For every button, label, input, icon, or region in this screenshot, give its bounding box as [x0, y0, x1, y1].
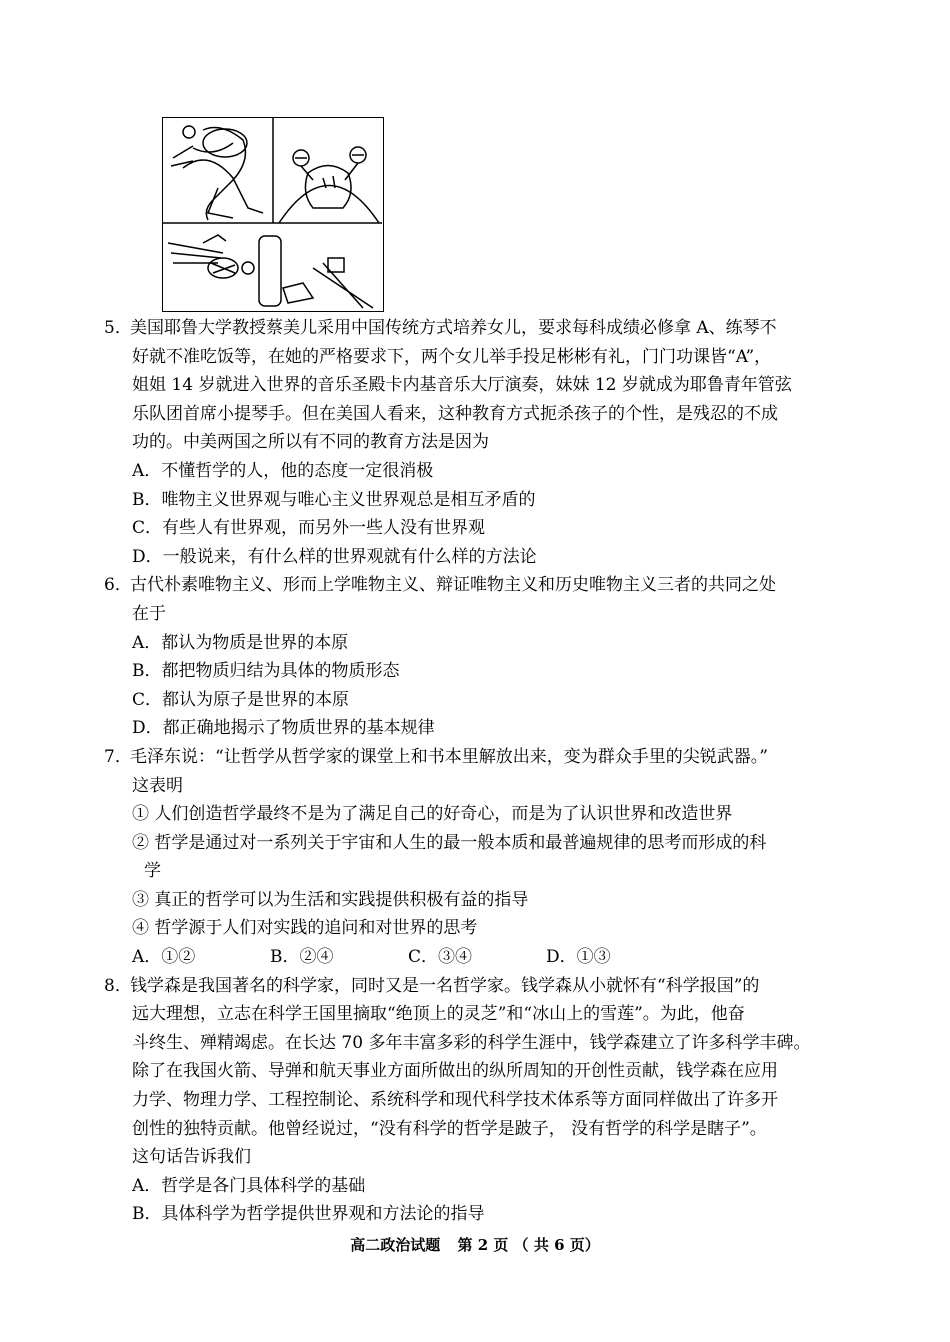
option-d: D．都正确地揭示了物质世界的基本规律: [132, 718, 435, 739]
question-8-line: 除了在我国火箭、导弹和航天事业方面所做出的纵所周知的开创性贡献，钱学森在应用: [132, 1061, 778, 1082]
question-5-line: 好就不准吃饭等，在她的严格要求下，两个女儿举手投足彬彬有礼，门门功课皆“A”，: [132, 346, 772, 367]
options-row: [104, 943, 874, 972]
option-c: C．都认为原子是世界的本原: [132, 689, 350, 710]
option-b: B．②④: [270, 947, 334, 968]
question-number: 6．: [104, 575, 132, 596]
question-text: 美国耶鲁大学教授蔡美儿采用中国传统方式培养女儿，要求每科成绩必修拿 A、练琴不: [130, 318, 777, 338]
question-6-line: [104, 571, 874, 600]
question-8-line: 远大理想，立志在科学王国里摘取“绝顶上的灵芝”和“冰山上的雪莲”。为此，他奋: [132, 1004, 745, 1025]
question-5-line: [104, 314, 874, 343]
question-5-line: 乐队团首席小提琴手。但在美国人看来，这种教育方式扼杀孩子的个性，是残忍的不成: [132, 403, 778, 424]
footer-title: 高二政治试题: [350, 1236, 441, 1254]
question-content: [104, 314, 874, 1229]
question-7-line: [104, 743, 874, 772]
option-c: C．有些人有世界观，而另外一些人没有世界观: [132, 518, 486, 539]
option-b: B．具体科学为哲学提供世界观和方法论的指导: [132, 1204, 485, 1225]
option-a: A．①②: [132, 947, 196, 968]
question-7-line: 这表明: [132, 775, 183, 796]
statement-2: ② 哲学是通过对一系列关于宇宙和人生的最一般本质和最普遍规律的思考而形成的科: [132, 832, 767, 853]
cartoon-figure: [162, 117, 384, 312]
statement-4: ④ 哲学源于人们对实践的追问和对世界的思考: [132, 918, 478, 939]
footer-page-number: 第 2 页 （ 共 6 页）: [457, 1236, 600, 1254]
question-number: 7．: [104, 746, 132, 767]
option-b: B．都把物质归结为具体的物质形态: [132, 661, 400, 682]
question-8-line: [104, 972, 874, 1001]
cartoon-illustration-icon: [163, 118, 382, 310]
question-8-line: 这句话告诉我们: [132, 1147, 251, 1168]
option-a: A．都认为物质是世界的本原: [132, 632, 349, 653]
option-a: A．哲学是各门具体科学的基础: [132, 1175, 366, 1196]
question-6-line: 在于: [132, 603, 166, 624]
statement-2-cont: 学: [144, 861, 161, 882]
question-text: 钱学森是我国著名的科学家，同时又是一名哲学家。钱学森从小就怀有“科学报国”的: [130, 975, 760, 996]
option-a: A．不懂哲学的人，他的态度一定很消极: [132, 460, 434, 481]
question-8-line: 力学、物理力学、工程控制论、系统科学和现代科学技术体系等方面同样做出了许多开: [132, 1090, 778, 1111]
option-c: C．③④: [408, 947, 473, 968]
question-5-line: 姐姐 14 岁就进入世界的音乐圣殿卡内基音乐大厅演奏，妹妹 12 岁就成为耶鲁青年管弦: [132, 375, 792, 396]
question-number: 8．: [104, 975, 132, 996]
question-number: 5．: [104, 318, 132, 338]
question-5-line: 功的。中美两国之所以有不同的教育方法是因为: [132, 432, 489, 453]
question-8-line: 创性的独特贡献。他曾经说过，“没有科学的哲学是跛子， 没有哲学的科学是瞎子”。: [132, 1118, 767, 1139]
page-footer: [0, 1234, 950, 1255]
option-d: D．一般说来，有什么样的世界观就有什么样的方法论: [132, 546, 537, 567]
statement-3: ③ 真正的哲学可以为生活和实践提供积极有益的指导: [132, 889, 529, 910]
question-text: 毛泽东说：“让哲学从哲学家的课堂上和书本里解放出来，变为群众手里的尖锐武器。”: [130, 746, 768, 767]
option-d: D．①③: [546, 947, 611, 968]
option-b: B．唯物主义世界观与唯心主义世界观总是相互矛盾的: [132, 489, 536, 510]
question-text: 古代朴素唯物主义、形而上学唯物主义、辩证唯物主义和历史唯物主义三者的共同之处: [130, 575, 776, 596]
statement-1: ① 人们创造哲学最终不是为了满足自己的好奇心，而是为了认识世界和改造世界: [132, 804, 733, 825]
question-8-line: 斗终生、殚精竭虑。在长达 70 多年丰富多彩的科学生涯中，钱学森建立了许多科学丰碑。: [132, 1032, 811, 1053]
